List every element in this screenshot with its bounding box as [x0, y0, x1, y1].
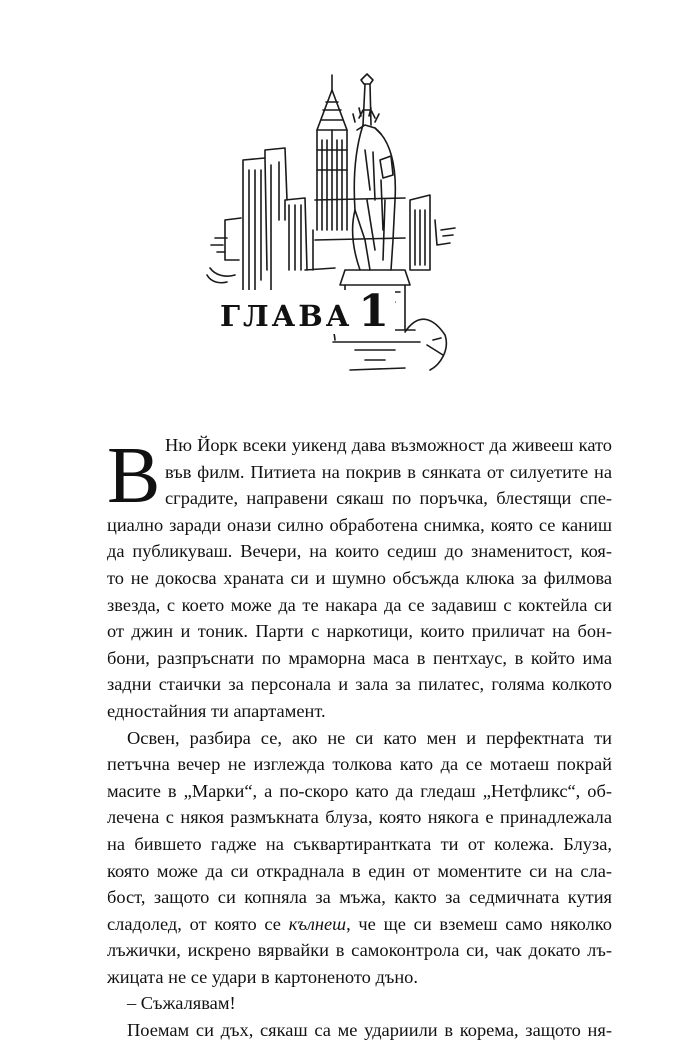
text-line: звезда, с което може да те накара да се задавиш с коктейла си: [107, 594, 612, 615]
text-line: бони, разпръснати по мраморна маса в пентхаус, в който има: [107, 647, 612, 668]
text-line: масите в „Марки“, а по-скоро като да гледаш „Нетфликс“, об-: [107, 780, 612, 801]
chapter-heading: [218, 286, 395, 337]
body-text: [107, 432, 612, 1044]
text-line: от джин и тоник. Парти с наркотици, които приличат на бон-: [107, 621, 612, 642]
text-line: Поемам си дъх, сякаш са ме удариили в корема, защото ня-: [127, 1020, 612, 1041]
text-line: [107, 911, 612, 938]
chapter-number: 1: [358, 286, 390, 337]
chapter-word: ГЛАВА: [220, 299, 353, 333]
text-line: Освен, разбира се, ако не си като мен и перфектната ти: [127, 727, 612, 748]
text-line: във филм. Питиета на покрив в сянката от силуетите на: [165, 461, 612, 482]
text-segment: , че ще си вземеш само няколко: [346, 913, 612, 934]
text-line: която може да си откраднала в един от моментите си на сла-: [107, 860, 612, 881]
text-line: на бившето гадже на съквартирантката ти от колежа. Блуза,: [107, 833, 612, 854]
text-line: бост, защото си копняла за мъжа, както за седмичната кутия: [107, 887, 612, 908]
text-line: задни стаички за персонала и зала за пилатес, голяма колкото: [107, 674, 612, 695]
drop-cap: В: [107, 432, 161, 520]
text-line: петъчна вечер не изглежда толкова като да се мотаеш покрай: [107, 754, 612, 775]
emphasis-text: кълнеш: [288, 913, 347, 934]
text-line: едностайния ти апартамент.: [107, 700, 326, 721]
text-line: то не докосва храната си и шумно обсъжда клюка за филмова: [107, 567, 612, 588]
text-line: циално заради онази силно обработена снимка, която се каниш: [107, 514, 612, 535]
text-segment: сладолед, от която се: [107, 913, 289, 934]
text-line: лечена с някоя размъкната блуза, която някога е принадлежала: [107, 807, 612, 828]
text-line: да публикуваш. Вечери, на които седиш до знаменитост, коя-: [107, 541, 612, 562]
text-line: сградите, направени сякаш по поръчка, блестящи спе-: [165, 488, 612, 509]
text-line: лъжички, искрено вярвайки в самоконтрола си, чак докато лъ-: [107, 940, 612, 961]
text-line: – Съжалявам!: [127, 993, 236, 1014]
text-line: жицата не се удари в картоненото дъно.: [107, 966, 418, 987]
text-line: Ню Йорк всеки уикенд дава възможност да живееш като: [165, 435, 612, 455]
